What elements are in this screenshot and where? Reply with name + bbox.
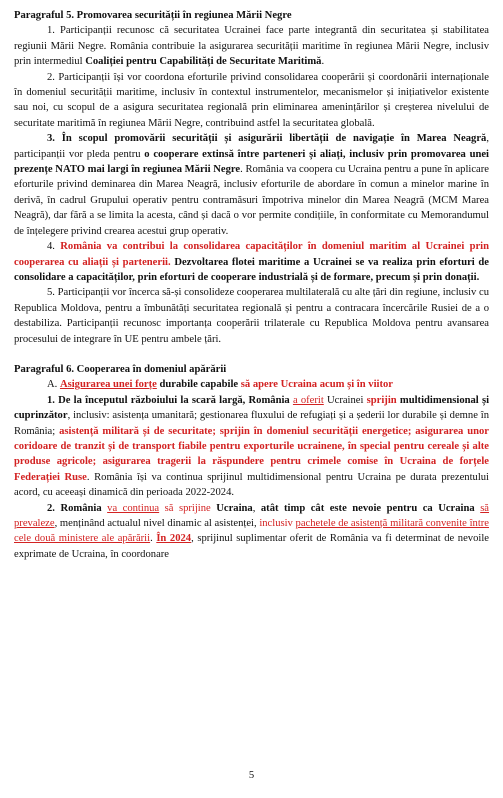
text-run: pentru ca Ucraina <box>386 502 475 514</box>
section-6-paragraph-2 <box>14 501 489 563</box>
text-run: 4. <box>47 241 61 253</box>
text-run: o cooperare extinsă între parteneri și aliați, inclusiv prin promovarea unei prezențe NATO mai largi în regiunea Mării Negre <box>14 148 489 176</box>
text-run: va continua <box>107 502 160 514</box>
section-6-subheading-a <box>14 377 489 392</box>
text-run: 1. Participanții recunosc că securitatea Ucrainei face parte integrantă din securitatea și stabilitatea regiunii Mării Negre. România contribuie la asigurarea securității maritime în regiunea Mării Negre, inclusiv prin intermediul <box>14 25 489 68</box>
text-run: . România își va continua sprijinul multidimensional pentru Ucraina pe durata prezentului acord, cu aceeași dinamică din perioada 2022-2024. <box>14 471 490 499</box>
text-run: 5. Participanții vor încerca să-și consolideze cooperarea multilaterală cu alte țări din regiune, inclusiv cu Republica Moldova, pentru a îmbunătăți securitatea regională și pentru a contracara încercările Rusiei de a o destabiliza. Participanții recunosc importanța cooperării trilaterale cu Republica Moldova pentru avansarea procesului de integrare în UE pentru ambele țări. <box>14 287 489 345</box>
text-run: . <box>150 533 157 545</box>
text-run: să apere Ucraina acum și în viitor <box>240 379 393 391</box>
text-run: , menținând actualul nivel dinamic al asistenței, <box>54 518 260 529</box>
text-run: , sprijinul suplimentar oferit de România va fi determinat de nevoile exprimate de Ucraina, în coordonare <box>14 533 489 560</box>
page-number: 5 <box>248 770 255 781</box>
text-run: durabile capabile <box>159 379 239 391</box>
section-5-title: Paragraful 5. Promovarea securității în regiunea Mării Negre <box>14 10 292 21</box>
text-run: . <box>321 56 325 68</box>
text-run: atât timp cât este nevoie <box>260 502 382 514</box>
text-run: sprijin <box>366 394 397 406</box>
document-body <box>14 8 489 562</box>
text-run: Dezvoltarea flotei maritime a Ucrainei se va realiza prin eforturi de consolidare a capacităților, prin eforturi de cooperare industrială și de formare, precum și prin donații. <box>14 256 489 283</box>
text-run: Asigurarea unei forțe <box>59 379 157 391</box>
text-run: A. <box>47 379 60 391</box>
section-5-paragraph-3 <box>14 131 489 239</box>
section-5-paragraph-4 <box>14 239 489 285</box>
text-run: Ucraina <box>216 502 253 514</box>
text-run: . România va coopera cu Ucraina pentru a pune în aplicare eforturile privind deminarea din Marea Neagră, inclusiv eforturile de abordare în comun a minelor marine în derivă, în cadrul Grupului operativ pentru contramăsuri împotriva minelor din Marea Neagră (MCM Marea Neagră), dar fără a se limita la acesta, când și dacă o vor permite condițiile, în conformitate cu Memorandumul de înțelegere privind crearea acestui grup operativ. <box>14 164 489 237</box>
section-6-title: Paragraful 6. Cooperarea în domeniul apărării <box>14 363 227 375</box>
text-run: România va contribui la consolidarea capacităților în domeniul maritim al Ucrainei prin cooperarea cu aliații și partenerii. <box>14 241 490 268</box>
text-run: asistență militară și de securitate; sprijin în domeniul securității energetice; asigurarea unor coridoare de tranzit și de transport fiabile pentru exporturile ucrainene, în special pentru cereale și alte produse agricole; asigurarea tragerii la răspundere pentru crimele comise în Ucraina de forțele Federației Ruse <box>14 425 489 483</box>
text-run: pachetele de asistență militară convenite între cele două ministere ale apărării <box>14 518 489 545</box>
text-run: În 2024 <box>156 533 192 545</box>
text-run: , inclusiv: asistența umanitară; gestionarea fluxului de refugiați și a șederii lor durabile și demne în România; <box>14 410 489 437</box>
section-spacer <box>14 347 489 362</box>
text-run: 2. Participanții își vor coordona eforturile privind consolidarea cooperării și coordonării internaționale în domeniul securității maritime, inclusiv în contextul instrumentelor, mecanismelor și inițiativelor existente sau noi, cu scopul de a asigura securitatea regională prin eliminarea amenințărilor și creșterea nivelului de securitate maritimă în regiunea Mării Negre, contribuind astfel la securitatea globală. <box>14 71 489 129</box>
text-run: , participanții vor pleda pentru <box>14 133 489 160</box>
text-run: a oferit <box>292 394 324 406</box>
text-run: 2. România <box>47 502 102 514</box>
text-run: 1. De la începutul războiului la scară largă, România <box>47 394 290 406</box>
text-run: să prevaleze <box>14 502 490 529</box>
text-run: Coaliției pentru Capabilități de Securitate Maritimă <box>85 56 322 68</box>
section-5-paragraph-1 <box>14 23 489 69</box>
text-run: 3. În scopul promovării securității și asigurării libertății de navigație în Marea Neagră <box>47 133 487 145</box>
section-5-paragraph-2 <box>14 70 489 132</box>
section-5-paragraph-5 <box>14 285 489 347</box>
text-run: Ucrainei <box>323 394 367 406</box>
text-run: inclusiv <box>259 518 293 529</box>
text-run: , <box>252 502 261 514</box>
section-6-paragraph-1 <box>14 393 489 501</box>
text-run: să sprijine <box>164 502 211 514</box>
text-run: multidimensional și cuprinzător <box>14 394 490 422</box>
